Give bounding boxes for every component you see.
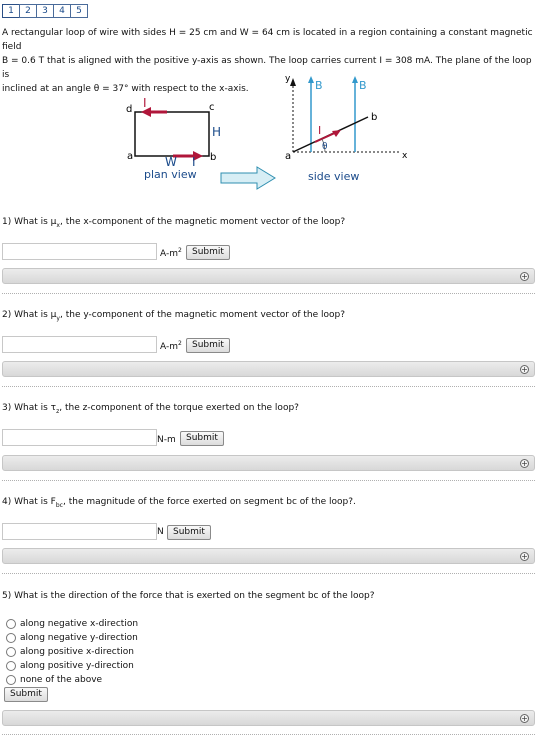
- separator: [2, 480, 535, 481]
- radio-button[interactable]: [6, 661, 16, 671]
- option-negative-x[interactable]: along negative x-direction: [6, 619, 138, 629]
- label-x: x: [402, 151, 408, 161]
- expand-plus-icon[interactable]: +: [521, 272, 528, 281]
- label-current-bottom: I: [192, 155, 196, 169]
- label-a: a: [127, 151, 134, 162]
- answer-input-3[interactable]: [2, 429, 157, 446]
- option-positive-x[interactable]: along positive x-direction: [6, 647, 134, 657]
- question-5: 5) What is the direction of the force that is exerted on the segment bc of the loop?: [2, 591, 375, 601]
- label-W: W: [165, 155, 177, 169]
- tab-1[interactable]: 1: [2, 4, 20, 18]
- question-4: 4) What is $F_{bc}$, the magnitude of the force exerted on segment bc of the loop?.: [2, 497, 356, 509]
- option-positive-y[interactable]: along positive y-direction: [6, 661, 134, 671]
- separator: [2, 734, 535, 735]
- label-d: d: [126, 104, 133, 115]
- answer-input-4[interactable]: [2, 523, 157, 540]
- option-negative-y[interactable]: along negative y-direction: [6, 633, 138, 643]
- loop-figure: [115, 70, 425, 195]
- question-1: 1) What is $\mu_x$, the x-component of the magnetic moment vector of the loop?: [2, 217, 346, 229]
- hint-bar-1[interactable]: [2, 268, 535, 284]
- label-y: y: [285, 74, 291, 84]
- radio-button[interactable]: [6, 675, 16, 685]
- hint-bar-2[interactable]: [2, 361, 535, 377]
- submit-button-5[interactable]: Submit: [4, 687, 48, 702]
- expand-plus-icon[interactable]: +: [521, 714, 528, 723]
- submit-button-4[interactable]: Submit: [167, 525, 211, 540]
- plan-view-diagram: [126, 96, 221, 181]
- side-label-current: I: [318, 124, 322, 137]
- label-b: b: [210, 152, 217, 163]
- submit-button-2[interactable]: Submit: [186, 338, 230, 353]
- label-current-top: I: [143, 96, 147, 110]
- submit-button-1[interactable]: Submit: [186, 245, 230, 260]
- hint-bar-4[interactable]: [2, 548, 535, 564]
- question-3: 3) What is $\tau_z$, the z-component of the torque exerted on the loop?: [2, 403, 299, 415]
- label-c: c: [209, 102, 215, 113]
- loop-rectangle: [135, 112, 209, 156]
- unit-4: N: [157, 527, 164, 537]
- separator: [2, 386, 535, 387]
- option-none[interactable]: none of the above: [6, 675, 102, 685]
- side-view-caption: side view: [308, 170, 360, 183]
- unit-2: $A-m^2$: [160, 340, 182, 352]
- expand-plus-icon[interactable]: +: [521, 552, 528, 561]
- unit-1: $A-m^2$: [160, 247, 182, 259]
- question-tabs: [2, 4, 87, 18]
- expand-plus-icon[interactable]: +: [521, 365, 528, 374]
- separator: [2, 573, 535, 574]
- answer-input-1[interactable]: [2, 243, 157, 260]
- label-theta: θ: [322, 142, 328, 152]
- tab-5[interactable]: 5: [70, 4, 88, 18]
- label-B-2: B: [359, 79, 367, 92]
- tab-3[interactable]: 3: [36, 4, 54, 18]
- hint-bar-3[interactable]: [2, 455, 535, 471]
- problem-line-2: B = 0.6 T that is aligned with the positive y-axis as shown. The loop carries current I = 308 mA. The plane of the loop is: [2, 56, 532, 80]
- hint-bar-5[interactable]: [2, 710, 535, 726]
- tab-4[interactable]: 4: [53, 4, 71, 18]
- radio-button[interactable]: [6, 633, 16, 643]
- tab-2[interactable]: 2: [19, 4, 37, 18]
- transition-arrow: [221, 167, 275, 189]
- separator: [2, 293, 535, 294]
- answer-input-2[interactable]: [2, 336, 157, 353]
- radio-button[interactable]: [6, 619, 16, 629]
- label-H: H: [212, 125, 222, 139]
- problem-line-1: A rectangular loop of wire with sides H = 25 cm and W = 64 cm is located in a region containing a constant magnetic field: [2, 28, 533, 52]
- problem-line-3: inclined at an angle θ = 37° with respect to the x-axis.: [2, 84, 249, 94]
- unit-3: N-m: [157, 435, 176, 445]
- plan-view-caption: plan view: [144, 168, 197, 181]
- side-label-a: a: [285, 151, 292, 162]
- radio-button[interactable]: [6, 647, 16, 657]
- expand-plus-icon[interactable]: +: [521, 459, 528, 468]
- side-view-diagram: [285, 74, 408, 183]
- side-label-b: b: [371, 112, 378, 123]
- submit-button-3[interactable]: Submit: [180, 431, 224, 446]
- label-B-1: B: [315, 79, 323, 92]
- question-2: 2) What is $\mu_y$, the y-component of the magnetic moment vector of the loop?: [2, 310, 346, 322]
